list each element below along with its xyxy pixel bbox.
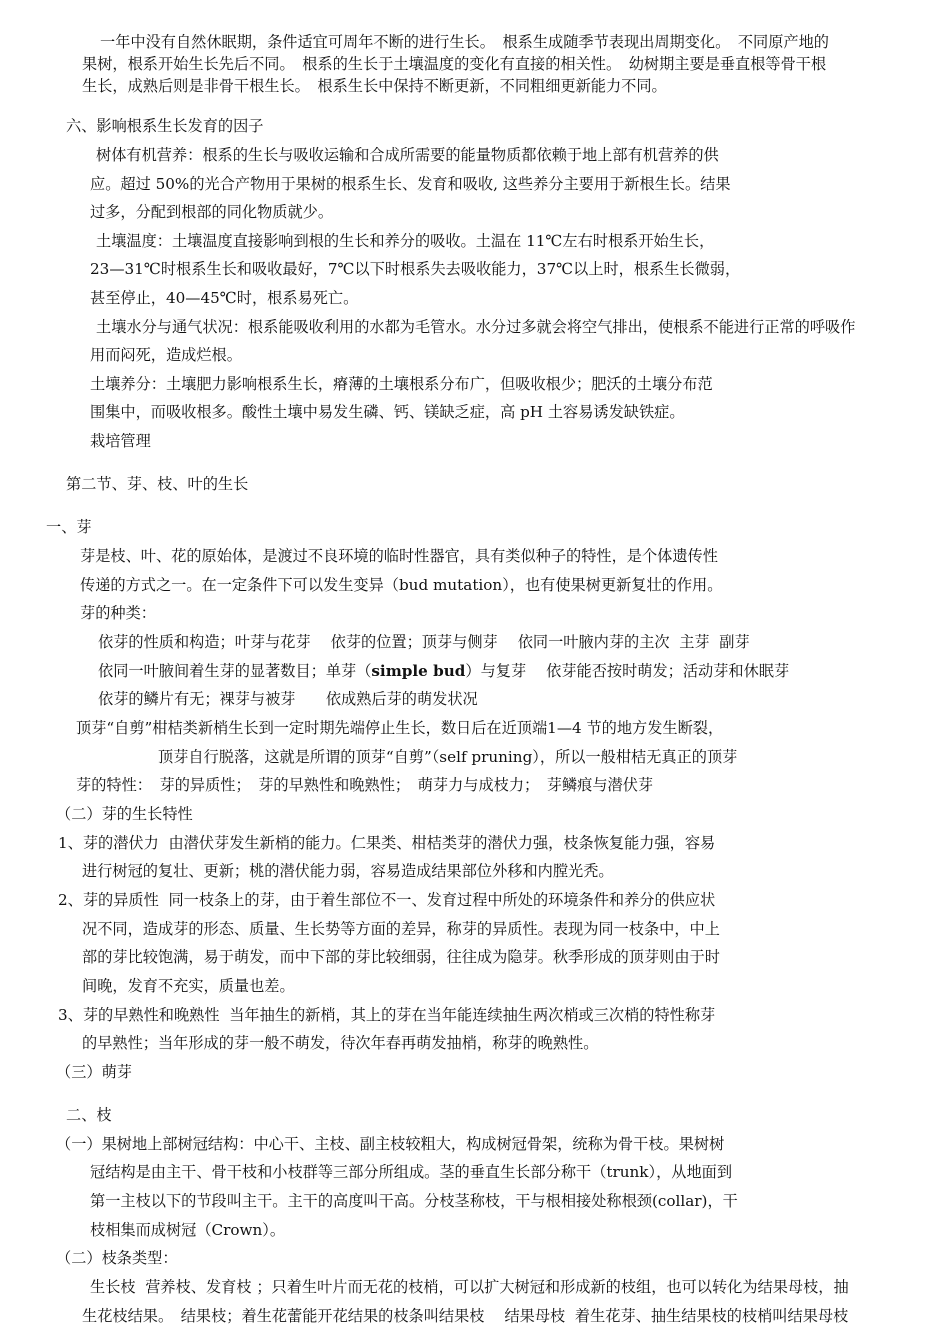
text-line: 部的芽比较饱满，易于萌发，而中下部的芽比较细弱，往往成为隐芽。秋季形成的顶芽则由于时 — [82, 948, 720, 966]
text-line: 进行树冠的复壮、更新；桃的潜伏能力弱，容易造成结果部位外移和内膛光秃。 — [82, 862, 614, 880]
text-line: 间晚，发育不充实，质量也差。 — [82, 977, 295, 995]
text-line: 依芽的性质和构造；叶芽与花芽 依芽的位置；顶芽与侧芽 依同一叶腋内芽的主次 主芽 副芽 — [98, 633, 750, 651]
text-line: 土壤水分与通气状况：根系能吸收利用的水都为毛管水。水分过多就会将空气排出，使根系不能进行正常的呼吸作 — [96, 318, 856, 336]
section-heading: （二）芽的生长特性 — [56, 805, 193, 823]
text-line: 生长枝 营养枝、发育枝 ；只着生叶片而无花的枝梢，可以扩大树冠和形成新的枝组，也可以转化为结果母枝，抽 — [90, 1278, 849, 1296]
text-line: 芽是枝、叶、花的原始体，是渡过不良环境的临时性器官，具有类似种子的特性，是个体遗传性 — [80, 547, 718, 565]
section-heading: 第二节、芽、枝、叶的生长 — [66, 475, 249, 493]
text-line: 2、芽的异质性 同一枝条上的芽，由于着生部位不一、发育过程中所处的环境条件和养分的供应状 — [58, 891, 716, 909]
text-line: 树体有机营养：根系的生长与吸收运输和合成所需要的能量物质都依赖于地上部有机营养的供 — [96, 146, 719, 164]
text-line: 栽培管理 — [90, 432, 151, 450]
text-line: 枝相集而成树冠（Crown）。 — [90, 1221, 286, 1239]
text-line: 芽的种类： — [80, 604, 156, 622]
text-line: 顶芽自行脱落，这就是所谓的顶芽“自剪”（self pruning），所以一般柑桔无真正的顶芽 — [158, 748, 738, 766]
text-line: 一年中没有自然休眠期，条件适宜可周年不断的进行生长。 根系生成随季节表现出周期变化。 不同原产地的 — [100, 33, 829, 51]
section-heading: （二）枝条类型： — [56, 1249, 178, 1267]
text-segment-bold: simple bud — [371, 662, 466, 680]
text-line — [98, 661, 789, 681]
section-heading: 六、影响根系生长发育的因子 — [66, 117, 264, 135]
text-segment: 依同一叶腋间着生芽的显著数目；单芽（ — [98, 662, 372, 680]
text-line: 生花枝结果。 结果枝；着生花蕾能开花结果的枝条叫结果枝 结果母枝 着生花芽、抽生结果枝的枝梢叫结果母枝 — [82, 1307, 849, 1325]
text-line: （一）果树地上部树冠结构：中心干、主枝、副主枝较粗大，构成树冠骨架，统称为骨干枝。果树树 — [56, 1135, 725, 1153]
text-line: 果树，根系开始生长先后不同。 根系的生长于土壤温度的变化有直接的相关性。 幼树期主要是垂直根等骨干根 — [82, 55, 827, 73]
text-line: 应。超过 50%的光合产物用于果树的根系生长、发育和吸收, 这些养分主要用于新根生长。结果 — [90, 175, 731, 193]
text-line: 土壤温度：土壤温度直接影响到根的生长和养分的吸收。土温在 11℃左右时根系开始生长， — [96, 232, 715, 250]
text-line: 的早熟性；当年形成的芽一般不萌发，待次年春再萌发抽梢，称芽的晚熟性。 — [82, 1034, 599, 1052]
text-line: 甚至停止，40—45℃时，根系易死亡。 — [90, 289, 359, 307]
text-line: 生长，成熟后则是非骨干根生长。 根系生长中保持不断更新，不同粗细更新能力不同。 — [82, 77, 667, 95]
text-line: 围集中，而吸收根多。酸性土壤中易发生磷、钙、镁缺乏症，高 pH 土容易诱发缺铁症。 — [90, 403, 685, 421]
text-line: 用而闷死，造成烂根。 — [90, 346, 242, 364]
text-segment: ）与复芽 依芽能否按时萌发；活动芽和休眠芽 — [465, 662, 790, 680]
text-line: 冠结构是由主干、骨干枝和小枝群等三部分所组成。茎的垂直生长部分称干（trunk），从地面到 — [90, 1163, 733, 1181]
text-line: 第一主枝以下的节段叫主干。主干的高度叫干高。分枝茎称枝，干与根相接处称根颈(collar)，干 — [90, 1192, 738, 1210]
section-heading: 一、芽 — [46, 518, 92, 536]
section-heading: （三）萌芽 — [56, 1063, 132, 1081]
text-line: 况不同，造成芽的形态、质量、生长势等方面的差异，称芽的异质性。表现为同一枝条中，中上 — [82, 920, 720, 938]
text-line: 顶芽“自剪”柑桔类新梢生长到一定时期先端停止生长，数日后在近顶端1—4 节的地方发生断裂， — [76, 719, 724, 737]
text-line: 23—31℃时根系生长和吸收最好，7℃以下时根系失去吸收能力，37℃以上时，根系生长微弱， — [90, 260, 741, 278]
text-line: 芽的特性： 芽的异质性； 芽的早熟性和晚熟性； 萌芽力与成枝力； 芽鳞痕与潜伏芽 — [76, 776, 654, 794]
text-line: 1、芽的潜伏力 由潜伏芽发生新梢的能力。仁果类、柑桔类芽的潜伏力强，枝条恢复能力强，容易 — [58, 834, 716, 852]
text-line: 3、芽的早熟性和晚熟性 当年抽生的新梢，其上的芽在当年能连续抽生两次梢或三次梢的特性称芽 — [58, 1006, 716, 1024]
text-line: 过多，分配到根部的同化物质就少。 — [90, 203, 333, 221]
text-line: 传递的方式之一。在一定条件下可以发生变异（bud mutation），也有使果树更新复壮的作用。 — [80, 576, 723, 594]
text-line: 依芽的鳞片有无；裸芽与被芽 依成熟后芽的萌发状况 — [98, 690, 478, 708]
section-heading: 二、枝 — [66, 1106, 112, 1124]
text-line: 土壤养分：土壤肥力影响根系生长，瘠薄的土壤根系分布广，但吸收根少；肥沃的土壤分布范 — [90, 375, 713, 393]
